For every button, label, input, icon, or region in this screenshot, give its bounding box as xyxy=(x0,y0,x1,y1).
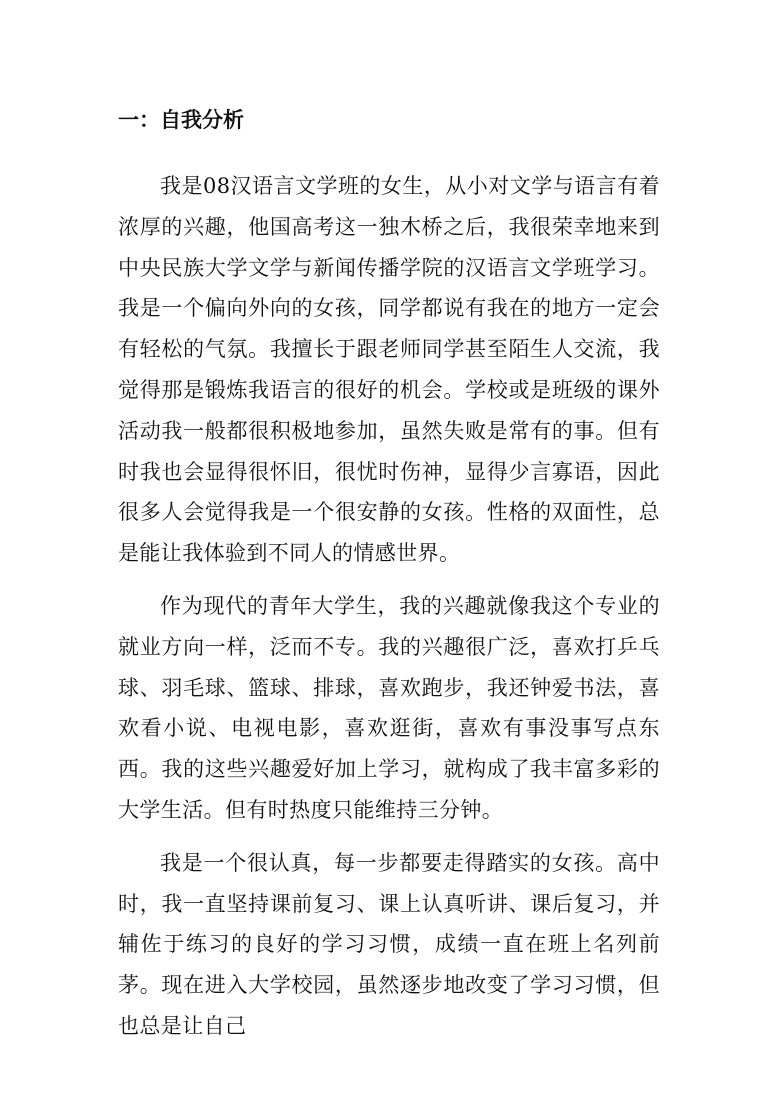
section-heading: 一：自我分析 xyxy=(118,108,244,132)
paragraph-study-habits: 我是一个很认真，每一步都要走得踏实的女孩。高中时，我一直坚持课前复习、课上认真听讲、课后复习，并辅佐于练习的良好的学习习惯，成绩一直在班上名列前茅。现在进入大学校园，虽然逐步地改变了学习习惯，但也总是让自己 xyxy=(118,850,660,1038)
paragraph-self-intro: 我是08汉语言文学班的女生，从小对文学与语言有着浓厚的兴趣，他国高考这一独木桥之后，我很荣幸地来到中央民族大学文学与新闻传播学院的汉语言文学班学习。我是一个偏向外向的女孩，同学都说有我在的地方一定会有轻松的气氛。我擅长于跟老师同学甚至陌生人交流，我觉得那是锻炼我语言的很好的机会。学校或是班级的课外活动我一般都很积极地参加，虽然失败是常有的事。但有时我也会显得很怀旧，很忧时伤神，显得少言寡语，因此很多人会觉得我是一个很安静的女孩。性格的双面性，总是能让我体验到不同人的情感世界。 xyxy=(118,174,660,566)
paragraph-interests: 作为现代的青年大学生，我的兴趣就像我这个专业的就业方向一样，泛而不专。我的兴趣很广泛，喜欢打乒乓球、羽毛球、篮球、排球，喜欢跑步，我还钟爱书法，喜欢看小说、电视电影，喜欢逛街，喜欢有事没事写点东西。我的这些兴趣爱好加上学习，就构成了我丰富多彩的大学生活。但有时热度只能维持三分钟。 xyxy=(118,593,660,822)
document-body xyxy=(118,166,660,1059)
